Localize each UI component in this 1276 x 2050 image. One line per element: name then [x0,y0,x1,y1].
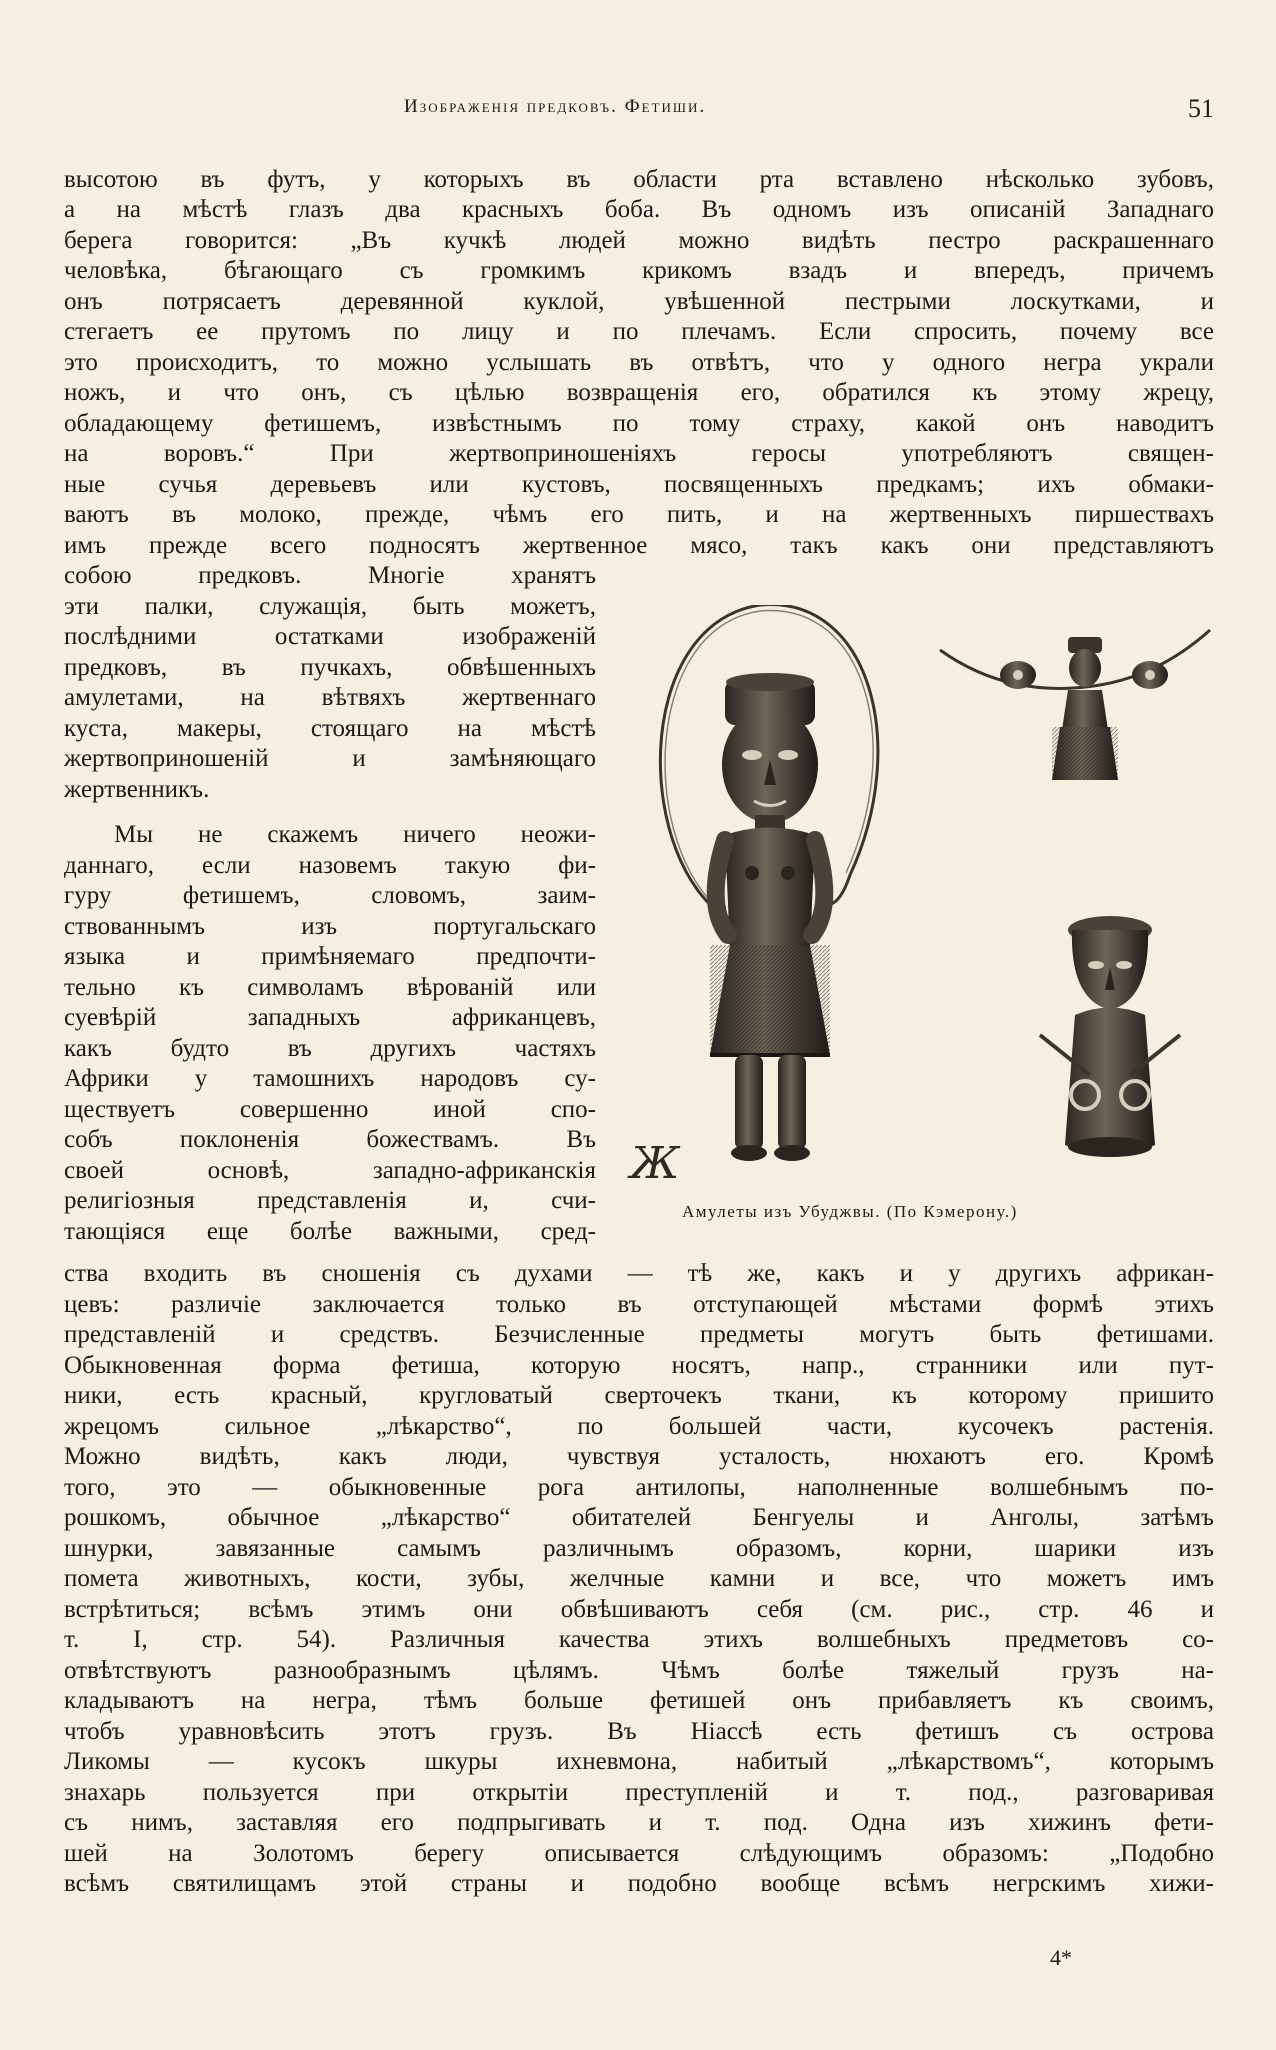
text-line: гуру фетишемъ, словомъ, заим- [64,882,596,909]
amulets-engraving [630,605,1220,1185]
text-line: обладающему фетишемъ, извѣстнымъ по тому страху, какой онъ наводитъ [64,410,1214,437]
text-line: ные сучья деревьевъ или кустовъ, посвященныхъ предкамъ; ихъ обмаки- [64,471,1214,498]
text-line: а на мѣстѣ глазъ два красныхъ боба. Въ одномъ изъ описаній Западнаго [64,196,1214,223]
amulets-illustration [630,605,1220,1185]
text-line: ваютъ въ молоко, прежде, чѣмъ его пить, и на жертвенныхъ пиршествахъ [64,501,1214,528]
text-line: всѣмъ святилищамъ этой страны и подобно вообще всѣмъ негрскимъ хижи- [64,1870,1214,1897]
text-line: кладываютъ на негра, тѣмъ больше фетишей онъ прибавляетъ къ своимъ, [64,1687,1214,1714]
text-line: собъ поклоненія божествамъ. Въ [64,1126,596,1153]
text-line: берега говорится: „Въ кучкѣ людей можно видѣть пестро раскрашеннаго [64,227,1214,254]
text-line: ники, есть красный, кругловатый сверточекъ ткани, къ которому пришито [64,1382,1214,1409]
running-head: Изображенія предковъ. Фетиши. [404,96,707,117]
text-line: ства входить въ сношенія съ духами — тѣ же, какъ и у другихъ африкан- [64,1260,1214,1287]
text-line: жрецомъ сильное „лѣкарство“, по большей части, кусочекъ растенія. [64,1413,1214,1440]
text-line: чтобъ уравновѣсить этотъ грузъ. Въ Ніассѣ есть фетишъ съ острова [64,1718,1214,1745]
text-line: того, это — обыкновенные рога антилопы, наполненные волшебнымъ по- [64,1474,1214,1501]
text-line: собою предковъ. Многіе хранятъ [64,562,596,589]
text-line: ществуетъ совершенно иной спо- [64,1096,596,1123]
page-header [64,96,1214,136]
text-line: представленій и средствъ. Безчисленные предметы могутъ быть фетишами. [64,1321,1214,1348]
engraver-monogram: Ж [630,1138,680,1189]
text-line: Ликомы — кусокъ шкуры ихневмона, набитый „лѣкарствомъ“, которымъ [64,1748,1214,1775]
text-line: знахарь пользуется при открытіи преступленій и т. под., разговаривая [64,1779,1214,1806]
text-line: цевъ: различіе заключается только въ отступающей мѣстами формѣ этихъ [64,1291,1214,1318]
text-line: своей основѣ, западно-африканскія [64,1157,596,1184]
text-line: Обыкновенная форма фетиша, которую носятъ, напр., странники или пут- [64,1352,1214,1379]
text-line: ножъ, и что онъ, съ цѣлью возвращенія его, обратился къ этому жрецу, [64,379,1214,406]
page-number: 51 [1188,94,1214,123]
figure-caption: Амулеты изъ Убуджвы. (По Кэмерону.) [682,1202,1018,1221]
text-line: жертвоприношеній и замѣняющаго [64,745,596,772]
text-line: Африки у тамошнихъ народовъ су- [64,1065,596,1092]
text-line: стегаетъ ее прутомъ по лицу и по плечамъ. Если спросить, почему все [64,318,1214,345]
text-line: человѣка, бѣгающаго съ громкимъ крикомъ взадъ и впередъ, причемъ [64,257,1214,284]
text-line: предковъ, въ пучкахъ, обвѣшенныхъ [64,654,596,681]
text-line: помета животныхъ, кости, зубы, желчные камни и все, что можетъ имъ [64,1565,1214,1592]
text-line: на воровъ.“ При жертвоприношеніяхъ геросы употребляютъ священ- [64,440,1214,467]
text-line: какъ будто въ другихъ частяхъ [64,1035,596,1062]
text-line: жертвенникъ. [64,776,210,803]
text-line: рошкомъ, обычное „лѣкарство“ обитателей Бенгуелы и Анголы, затѣмъ [64,1504,1214,1531]
text-line: Мы не скажемъ ничего неожи- [114,821,596,848]
text-line: съ нимъ, заставляя его подпрыгивать и т. под. Одна изъ хижинъ фети- [64,1809,1214,1836]
text-line: шнурки, завязанные самымъ различнымъ образомъ, корни, шарики изъ [64,1535,1214,1562]
text-line: имъ прежде всего подносятъ жертвенное мясо, такъ какъ они представляютъ [64,532,1214,559]
text-line: тельно къ символамъ вѣрованій или [64,974,596,1001]
text-line: эти палки, служащія, быть можетъ, [64,593,596,620]
text-line: отвѣтствуютъ разнообразнымъ цѣлямъ. Чѣмъ болѣе тяжелый грузъ на- [64,1657,1214,1684]
text-line: онъ потрясаетъ деревянной куклой, увѣшенной пестрыми лоскутками, и [64,288,1214,315]
text-line: это происходитъ, то можно услышать въ отвѣтъ, что у одного негра украли [64,349,1214,376]
text-line: религіозныя представленія и, счи- [64,1187,596,1214]
text-line: ствованнымъ изъ португальскаго [64,913,596,940]
text-line: языка и примѣняемаго предпочти- [64,943,596,970]
text-line: высотою въ футъ, у которыхъ въ области рта вставлено нѣсколько зубовъ, [64,166,1214,193]
text-line: суевѣрій западныхъ африканцевъ, [64,1004,596,1031]
text-line: встрѣтиться; всѣмъ этимъ они обвѣшиваютъ себя (см. рис., стр. 46 и [64,1596,1214,1623]
text-line: тающіяся еще болѣе важными, сред- [64,1218,596,1245]
text-line: шей на Золотомъ берегу описывается слѣдующимъ образомъ: „Подобно [64,1840,1214,1867]
text-line: т. I, стр. 54). Различныя качества этихъ волшебныхъ предметовъ со- [64,1626,1214,1653]
signature-mark: 4* [1050,1945,1072,1970]
text-line: Можно видѣть, какъ люди, чувствуя усталость, нюхаютъ его. Кромѣ [64,1443,1214,1470]
text-line: куста, макеры, стоящаго на мѣстѣ [64,715,596,742]
text-line: послѣдними остатками изображеній [64,623,596,650]
text-line: даннаго, если назовемъ такую фи- [64,852,596,879]
text-line: амулетами, на вѣтвяхъ жертвеннаго [64,684,596,711]
